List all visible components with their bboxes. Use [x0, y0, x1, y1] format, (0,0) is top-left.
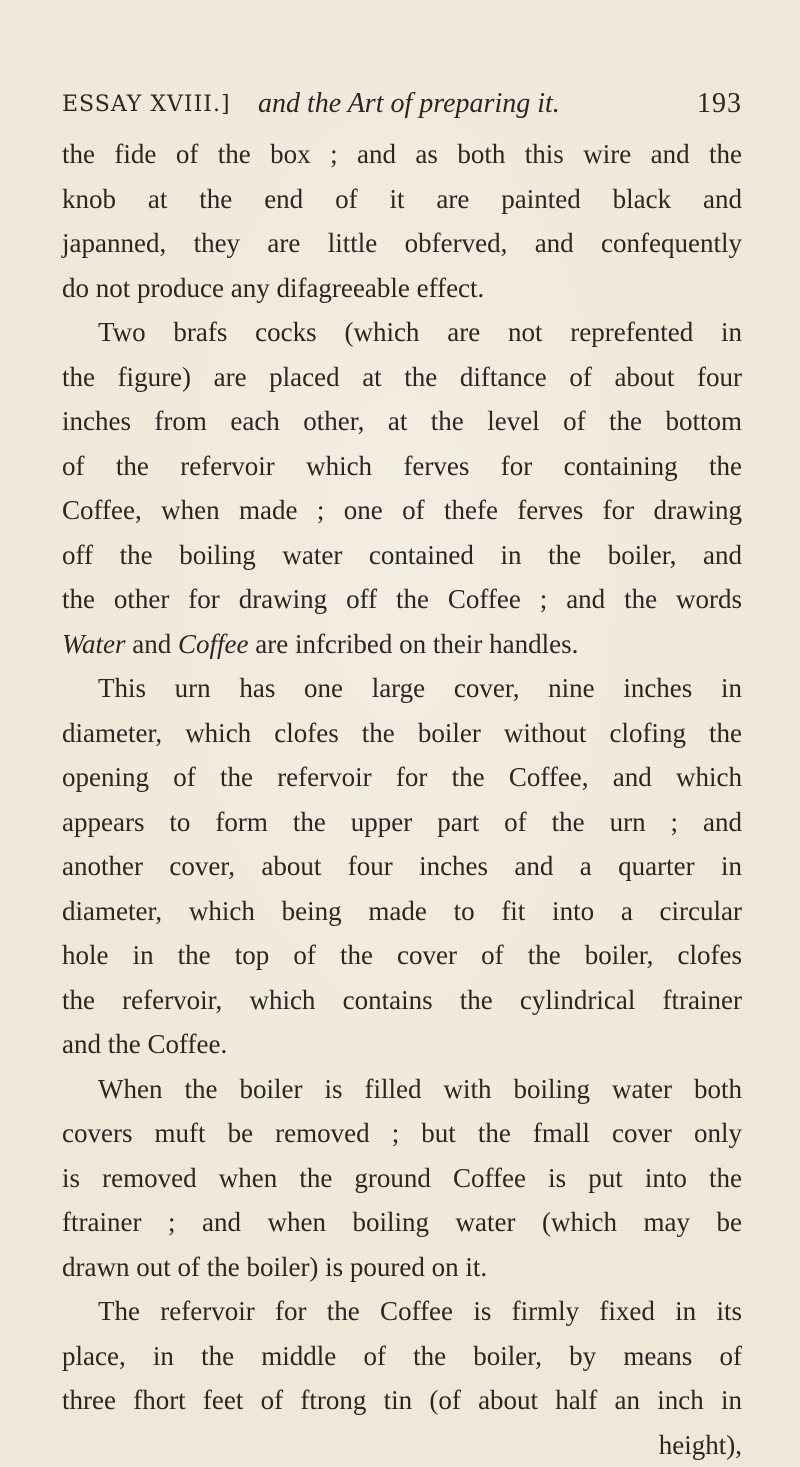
- text-fragment: are infcribed on their handles.: [248, 629, 578, 659]
- text-line: This urn has one large cover, nine inches in: [62, 666, 742, 711]
- text-fragment: and: [126, 629, 178, 659]
- running-title: and the Art of preparing it.: [258, 88, 560, 120]
- text-line: appears to form the upper part of the urn ; and: [62, 800, 742, 845]
- text-line: do not produce any difagreeable effect.: [62, 266, 742, 311]
- text-line: the fide of the box ; and as both this wire and the: [62, 132, 742, 177]
- text-line: japanned, they are little obferved, and confequently: [62, 221, 742, 266]
- page-number: 193: [697, 88, 742, 120]
- text-line: ftrainer ; and when boiling water (which may be: [62, 1200, 742, 1245]
- italic-word-coffee: Coffee: [178, 629, 248, 659]
- text-line: of the refervoir which ferves for containing the: [62, 444, 742, 489]
- text-line: another cover, about four inches and a quarter in: [62, 844, 742, 889]
- text-line: and the Coffee.: [62, 1022, 742, 1067]
- italic-word-water: Water: [62, 629, 126, 659]
- text-line: diameter, which being made to fit into a circular: [62, 889, 742, 934]
- catchword-line: height),: [62, 1423, 742, 1467]
- text-line-with-italics: [62, 622, 742, 667]
- text-line: Two brafs cocks (which are not reprefented in: [62, 310, 742, 355]
- text-line: covers muft be removed ; but the fmall cover only: [62, 1111, 742, 1156]
- essay-label: ESSAY XVIII.]: [62, 92, 231, 117]
- text-line: diameter, which clofes the boiler without clofing the: [62, 711, 742, 756]
- text-line: hole in the top of the cover of the boiler, clofes: [62, 933, 742, 978]
- text-line: the other for drawing off the Coffee ; and the words: [62, 577, 742, 622]
- text-line: inches from each other, at the level of the bottom: [62, 399, 742, 444]
- text-line: three fhort feet of ftrong tin (of about half an inch in: [62, 1378, 742, 1423]
- text-line: place, in the middle of the boiler, by means of: [62, 1334, 742, 1379]
- text-line: the refervoir, which contains the cylindrical ftrainer: [62, 978, 742, 1023]
- text-line: off the boiling water contained in the boiler, and: [62, 533, 742, 578]
- page-header: [62, 84, 742, 124]
- text-line: drawn out of the boiler) is poured on it.: [62, 1245, 742, 1290]
- text-line: opening of the refervoir for the Coffee, and which: [62, 755, 742, 800]
- body-text: [62, 132, 742, 1467]
- text-line: The refervoir for the Coffee is firmly fixed in its: [62, 1289, 742, 1334]
- text-line: When the boiler is filled with boiling water both: [62, 1067, 742, 1112]
- text-line: is removed when the ground Coffee is put into the: [62, 1156, 742, 1201]
- text-line: knob at the end of it are painted black and: [62, 177, 742, 222]
- text-line: Coffee, when made ; one of thefe ferves for drawing: [62, 488, 742, 533]
- text-line: the figure) are placed at the diftance of about four: [62, 355, 742, 400]
